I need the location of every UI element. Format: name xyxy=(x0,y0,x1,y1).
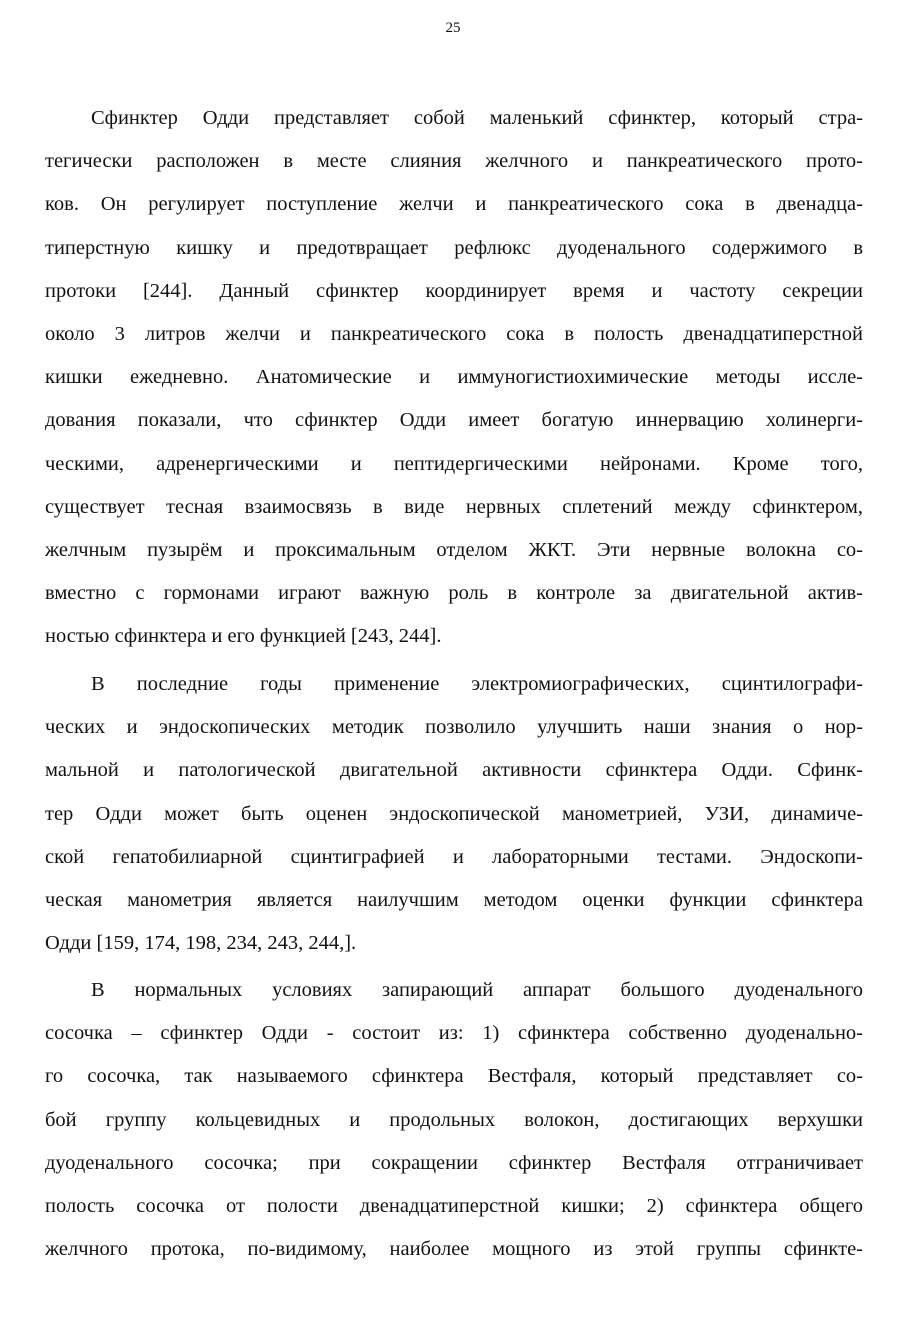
paragraph-line: сосочка – сфинктер Одди - состоит из: 1) сфинктера собственно дуоденально- xyxy=(45,1022,863,1045)
paragraph-line: дования показали, что сфинктер Одди имеет богатую иннервацию холинерги- xyxy=(45,409,863,432)
paragraph-line: дуоденального сосочка; при сокращении сфинктер Вестфаля отграничивает xyxy=(45,1151,863,1174)
page-number: 25 xyxy=(445,20,461,36)
paragraph-line: типерстную кишку и предотвращает рефлюкс дуоденального содержимого в xyxy=(45,236,863,259)
paragraph-line: ческая манометрия является наилучшим методом оценки функции сфинктера xyxy=(45,888,863,911)
paragraph-line: тер Одди может быть оценен эндоскопической манометрией, УЗИ, динамиче- xyxy=(45,802,863,825)
paragraph-line: мальной и патологической двигательной активности сфинктера Одди. Сфинк- xyxy=(45,759,863,782)
paragraph-line: В нормальных условиях запирающий аппарат большого дуоденального xyxy=(91,979,863,1001)
paragraph-3 xyxy=(45,969,863,1271)
paragraph-line: Сфинктер Одди представляет собой маленький сфинктер, который стра- xyxy=(91,107,863,129)
paragraph-2 xyxy=(45,663,863,965)
paragraph-line: протоки [244]. Данный сфинктер координирует время и частоту секреции xyxy=(45,279,863,302)
paragraph-line: полость сосочка от полости двенадцатиперстной кишки; 2) сфинктера общего xyxy=(45,1194,863,1217)
paragraph-line: ческих и эндоскопических методик позволило улучшить наши знания о нор- xyxy=(45,716,863,739)
paragraph-line: желчного протока, по-видимому, наиболее мощного из этой группы сфинкте- xyxy=(45,1238,863,1261)
paragraph-line: ческими, адренергическими и пептидергическими нейронами. Кроме того, xyxy=(45,452,863,475)
paragraph-line: бой группу кольцевидных и продольных волокон, достигающих верхушки xyxy=(45,1108,863,1131)
paragraph-line: ков. Он регулирует поступление желчи и панкреатического сока в двенадца- xyxy=(45,193,863,216)
paragraph-line: тегически расположен в месте слияния желчного и панкреатического прото- xyxy=(45,150,863,173)
paragraph-line: В последние годы применение электромиографических, сцинтилографи- xyxy=(91,673,863,695)
paragraph-line: кишки ежедневно. Анатомические и иммуногистиохимические методы иссле- xyxy=(45,366,863,389)
paragraph-line: ской гепатобилиарной сцинтиграфией и лабораторными тестами. Эндоскопи- xyxy=(45,845,863,868)
paragraph-line: существует тесная взаимосвязь в виде нервных сплетений между сфинктером, xyxy=(45,495,863,518)
paragraph-line: го сосочка, так называемого сфинктера Вестфаля, который представляет со- xyxy=(45,1065,863,1088)
paragraph-1 xyxy=(45,97,863,658)
paragraph-line: около 3 литров желчи и панкреатического сока в полость двенадцатиперстной xyxy=(45,322,863,345)
paragraph-line: желчным пузырём и проксимальным отделом ЖКТ. Эти нервные волокна со- xyxy=(45,538,863,561)
paragraph-line: вместно с гормонами играют важную роль в контроле за двигательной актив- xyxy=(45,582,863,605)
paragraph-line: Одди [159, 174, 198, 234, 243, 244,]. xyxy=(45,932,357,955)
paragraph-line: ностью сфинктера и его функцией [243, 244]. xyxy=(45,625,442,648)
